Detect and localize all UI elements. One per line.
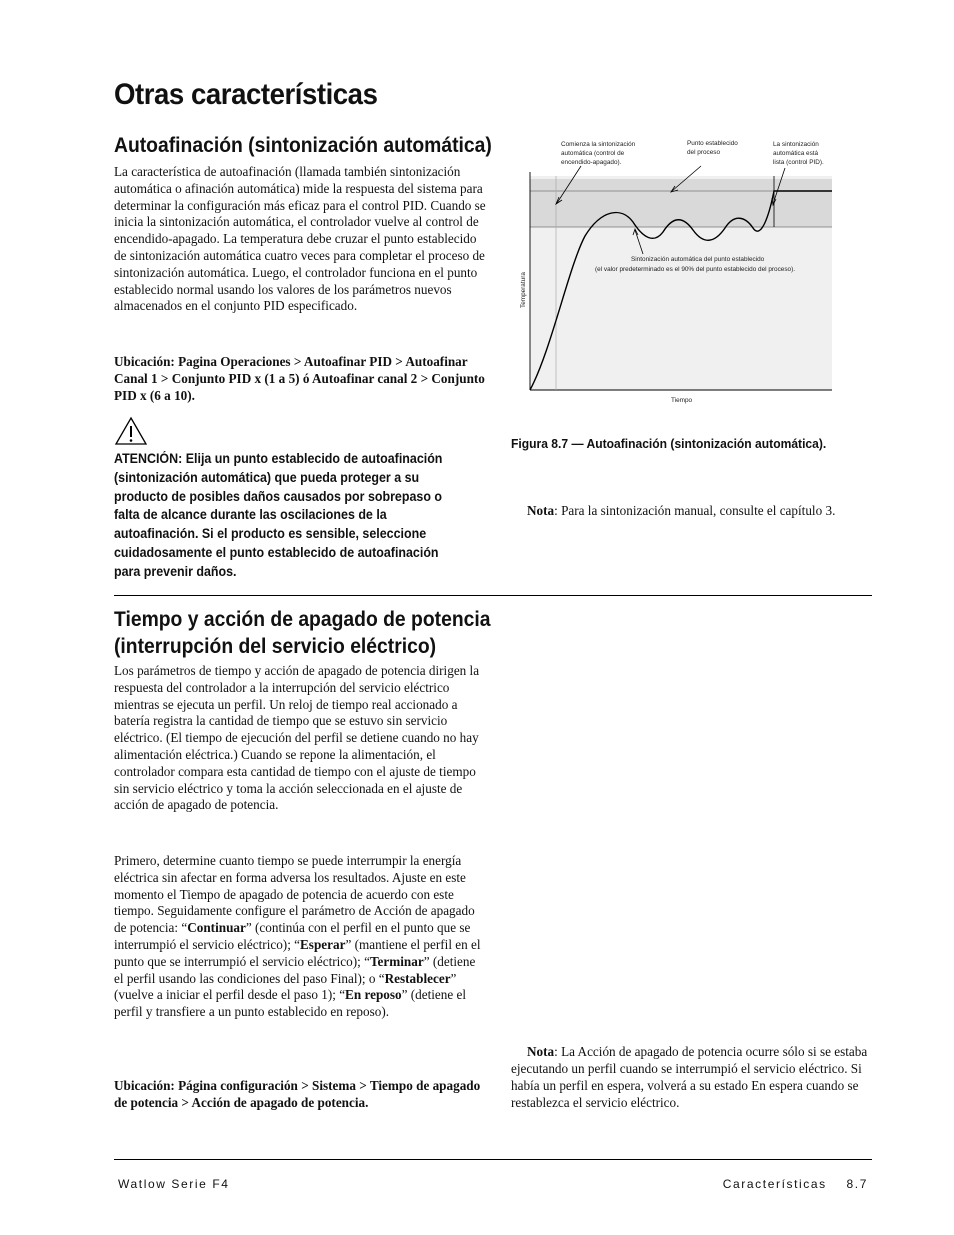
heading-line-1: Tiempo y acción de apagado de potencia bbox=[114, 608, 491, 631]
note-text: : Para la sintonización manual, consulte el capítulo 3. bbox=[554, 503, 836, 518]
section-divider bbox=[114, 595, 872, 596]
note-manual-tuning bbox=[511, 502, 881, 519]
option-terminar: Terminar bbox=[369, 953, 424, 969]
label-autotune-2: (el valor predeterminado es el 90% del punto establecido del proceso). bbox=[595, 266, 796, 273]
autotune-body: La característica de autoafinación (llamada también sintonización automática o afinación automática) mide la respuesta del sistema para determinar la configuración más eficaz para el control PID. Cuando se inicia la sintonización automática, el controlador vuelve al control de encendido-apagado. La temperatura debe cruzar el punto establecido de sintonización automática cuatro veces para completar el proceso de sintonización automática. Luego, el controlador funciona en el punto establecido normal usando los valores de los parámetros nuevos almacenados en el conjunto PID especificado. bbox=[114, 164, 486, 314]
label-setpoint-1: Punto establecido bbox=[687, 140, 738, 147]
figure-caption: Figura 8.7 — Autoafinación (sintonización automática). bbox=[511, 436, 827, 451]
autotune-location: Ubicación: Pagina Operaciones > Autoafinar PID > Autoafinar Canal 1 > Conjunto PID x (1 a 5) ó Autoafinar canal 2 > Conjunto PID x (6 a 10). bbox=[114, 354, 485, 403]
label-ready-3: lista (control PID). bbox=[773, 159, 824, 166]
note-label: Nota bbox=[527, 503, 555, 518]
power-out-location: Ubicación: Página configuración > Sistema > Tiempo de apagado de potencia > Acción de apagado de potencia. bbox=[114, 1078, 481, 1110]
note-power-out bbox=[511, 1043, 881, 1111]
label-ready-2: automática está bbox=[773, 150, 819, 157]
label-setpoint-2: del proceso bbox=[687, 149, 721, 156]
power-out-body-1: Los parámetros de tiempo y acción de apagado de potencia dirigen la respuesta del controlador a la interrupción del servicio eléctrico mientras se ejecuta un perfil. Un reloj de tiempo real accionado a batería registra la cantidad de tiempo que se estuvo sin servicio eléctrico. (El tiempo de ejecución del perfil se detiene cuando no hay alimentación eléctrica.) Cuando se repone la alimentación, el controlador compara esta cantidad de tiempo con el ajuste de tiempo sin servicio eléctrico y toma la acción seleccionada en el ajuste de acción de apagado de potencia. bbox=[114, 663, 480, 813]
body2-part-c: ” (mantiene el perfil en el punto que se interrumpió el servicio eléctrico); “ bbox=[114, 936, 481, 969]
body2-part-f: ” (detiene el perfil y transfiere a un punto establecido en reposo). bbox=[114, 987, 467, 1020]
section-heading-power-out bbox=[114, 606, 490, 660]
heading-line-2: (interrupción del servicio eléctrico) bbox=[114, 635, 437, 658]
power-out-body-2 bbox=[114, 853, 486, 1021]
autotune-figure bbox=[511, 136, 841, 408]
footer-rule bbox=[114, 1159, 872, 1160]
label-start-1: Comienza la sintonización bbox=[561, 141, 636, 148]
body2-part-d: ” (detiene el perfil usando las condiciones del paso Final); o “ bbox=[114, 953, 476, 986]
x-axis-label: Tiempo bbox=[671, 397, 693, 404]
option-continuar: Continuar bbox=[187, 920, 246, 936]
body2-part-b: ” (continúa con el perfil en el punto que se interrumpió el servicio eléctrico); “ bbox=[114, 920, 471, 952]
option-esperar: Esperar bbox=[300, 936, 346, 952]
label-start-2: automática (control de bbox=[561, 150, 625, 157]
note2-label: Nota bbox=[527, 1044, 555, 1059]
warning-triangle-icon bbox=[114, 416, 148, 446]
label-start-3: encendido-apagado). bbox=[561, 159, 622, 166]
footer-right: Características 8.7 bbox=[722, 1177, 868, 1191]
y-axis-label: Temperatura bbox=[520, 272, 527, 308]
page-title: Otras características bbox=[114, 78, 378, 111]
attention-warning: ATENCIÓN: Elija un punto establecido de autoafinación (sintonización automática) que pueda proteger a su producto de posibles daños causados por sobrepaso o falta de alcance durante las oscilaciones de la autoafinación. Si el producto es sensible, seleccione cuidadosamente el punto establecido de autoafinación para prevenir daños. bbox=[114, 451, 443, 579]
body2-part-a: Primero, determine cuanto tiempo se puede interrumpir la energía eléctrica sin afectar en forma adversa los resultados. Ajuste en este momento el Tiempo de apagado de potencia de acuerdo con este tiempo. Seguidamente configure el parámetro de Acción de apagado de potencia: “ bbox=[114, 853, 475, 936]
section-heading-autotune: Autoafinación (sintonización automática) bbox=[114, 134, 492, 157]
body2-part-e: ” (vuelve a iniciar el perfil desde el paso 1); “ bbox=[114, 970, 457, 1003]
label-ready-1: La sintonización bbox=[773, 141, 819, 148]
footer-left: Watlow Serie F4 bbox=[118, 1177, 230, 1191]
note2-text: : La Acción de apagado de potencia ocurre sólo si se estaba ejecutando un perfil cuando se interrumpió el servicio eléctrico. Si había un perfil en espera, volverá a su estado En espera cuando se restablezca el servicio eléctrico. bbox=[511, 1044, 868, 1110]
label-autotune-1: Sintonización automática del punto establecido bbox=[631, 256, 765, 263]
option-en-reposo: En reposo bbox=[345, 987, 402, 1003]
option-restablecer: Restablecer bbox=[384, 970, 451, 986]
